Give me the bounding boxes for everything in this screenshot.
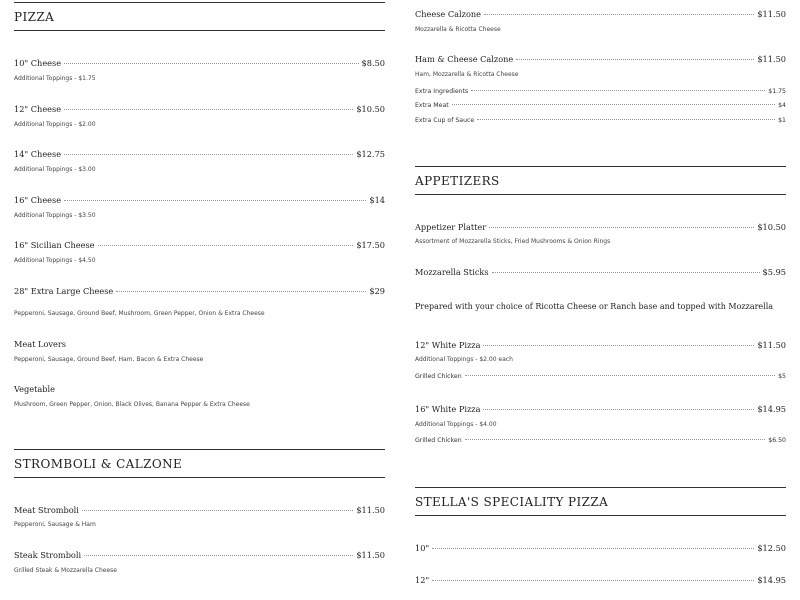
- dot-leader: [477, 119, 775, 120]
- item-description: Grilled Steak & Mozzarella Cheese: [14, 567, 117, 574]
- item-description: Ham, Mozzarella & Ricotta Cheese: [415, 71, 519, 78]
- divider: [415, 194, 786, 195]
- menu-item-ham-cheese-calzone[interactable]: [415, 54, 786, 68]
- menu-item-16-cheese[interactable]: [14, 195, 385, 209]
- item-price: $14: [369, 195, 385, 205]
- item-name: 16" White Pizza: [415, 404, 481, 414]
- menu-item-specialty-12[interactable]: [415, 575, 786, 589]
- item-description: Assortment of Mozzarella Sticks, Fried Mushrooms & Onion Rings: [415, 238, 611, 245]
- item-description: Additional Toppings - $2.00: [14, 121, 96, 128]
- menu-item-vegetable[interactable]: [14, 384, 385, 398]
- item-name: Meat Lovers: [14, 339, 66, 349]
- item-name: 14" Cheese: [14, 149, 62, 159]
- item-price: $11.50: [757, 340, 786, 350]
- item-description: Mushroom, Green Pepper, Onion, Black Olives, Banana Pepper & Extra Cheese: [14, 401, 250, 408]
- item-name: Meat Stromboli: [14, 505, 79, 515]
- item-price: $6.50: [768, 437, 786, 444]
- dot-leader: [432, 580, 754, 581]
- item-name: Mozzarella Sticks: [415, 267, 489, 277]
- item-price: $17.50: [356, 240, 385, 250]
- item-description: Pepperoni, Sausage, Ground Beef, Ham, Bacon & Extra Cheese: [14, 356, 204, 363]
- divider: [415, 487, 786, 488]
- item-name: Grilled Chicken: [415, 437, 462, 444]
- menu-item-12-cheese[interactable]: [14, 104, 385, 118]
- item-description: Pepperoni, Sausage & Ham: [14, 521, 96, 528]
- item-name: 12" White Pizza: [415, 340, 481, 350]
- menu-item-16-white-pizza[interactable]: [415, 404, 786, 418]
- dot-leader: [432, 548, 754, 549]
- menu-item-meat-lovers[interactable]: [14, 339, 385, 353]
- divider: [14, 2, 385, 3]
- item-description: Additional Toppings - $1.75: [14, 75, 96, 82]
- item-price: $8.50: [361, 58, 385, 68]
- item-name: Cheese Calzone: [415, 9, 482, 19]
- dot-leader: [64, 109, 353, 110]
- dot-leader: [483, 345, 754, 346]
- item-price: $10.50: [356, 104, 385, 114]
- item-description: Additional Toppings - $3.50: [14, 212, 96, 219]
- divider: [14, 449, 385, 450]
- item-name: Extra Cup of Sauce: [415, 117, 475, 124]
- item-name: Extra Ingredients: [415, 88, 469, 95]
- dot-leader: [483, 409, 754, 410]
- grilled-chicken-row[interactable]: [415, 373, 786, 387]
- item-name: 10" Cheese: [14, 58, 62, 68]
- item-description: Additional Toppings - $4.50: [14, 257, 96, 264]
- extra-sauce-row[interactable]: [415, 117, 786, 131]
- item-price: $1.75: [768, 88, 786, 95]
- menu-item-steak-stromboli[interactable]: [14, 550, 385, 564]
- item-price: $5: [778, 373, 786, 380]
- item-name: Grilled Chicken: [415, 373, 462, 380]
- section-title-stromboli: STROMBOLI & CALZONE: [14, 457, 183, 471]
- item-name: 10": [415, 543, 430, 553]
- dot-leader: [64, 154, 353, 155]
- dot-leader: [471, 90, 765, 91]
- dot-leader: [492, 272, 760, 273]
- item-name: 12": [415, 575, 430, 585]
- item-description: Pepperoni, Sausage, Ground Beef, Mushroom, Green Pepper, Onion & Extra Cheese: [14, 310, 265, 317]
- item-price: $1: [778, 117, 786, 124]
- extra-ingredients-row[interactable]: [415, 88, 786, 102]
- dot-leader: [116, 291, 366, 292]
- menu-item-appetizer-platter[interactable]: [415, 222, 786, 236]
- divider: [14, 30, 385, 31]
- item-name: 12" Cheese: [14, 104, 62, 114]
- dot-leader: [465, 439, 766, 440]
- divider: [415, 515, 786, 516]
- divider: [14, 477, 385, 478]
- item-price: $4: [778, 102, 786, 109]
- item-price: $14.95: [757, 404, 786, 414]
- item-name: Vegetable: [14, 384, 55, 394]
- item-description: Additional Toppings - $2.00 each: [415, 356, 513, 363]
- item-description: Additional Toppings - $4.00: [415, 421, 497, 428]
- white-pizza-note: Prepared with your choice of Ricotta Cheese or Ranch base and topped with Mozzarella: [415, 302, 774, 311]
- dot-leader: [484, 14, 754, 15]
- dot-leader: [84, 555, 353, 556]
- dot-leader: [465, 375, 775, 376]
- extra-meat-row[interactable]: [415, 102, 786, 116]
- menu-item-12-white-pizza[interactable]: [415, 340, 786, 354]
- menu-item-10-cheese[interactable]: [14, 58, 385, 72]
- section-title-specialty: STELLA'S SPECIALITY PIZZA: [415, 495, 609, 509]
- item-price: $11.50: [356, 550, 385, 560]
- dot-leader: [64, 200, 366, 201]
- dot-leader: [516, 59, 754, 60]
- item-description: Mozzarella & Ricotta Cheese: [415, 26, 501, 33]
- menu-item-28-extra-large[interactable]: [14, 286, 385, 300]
- item-price: $11.50: [757, 9, 786, 19]
- menu-item-mozzarella-sticks[interactable]: [415, 267, 786, 281]
- item-name: 16" Sicilian Cheese: [14, 240, 95, 250]
- item-name: 16" Cheese: [14, 195, 62, 205]
- dot-leader: [82, 510, 353, 511]
- item-name: Extra Meat: [415, 102, 449, 109]
- item-description: Additional Toppings - $3.00: [14, 166, 96, 173]
- item-price: $10.50: [757, 222, 786, 232]
- item-price: $12.50: [757, 543, 786, 553]
- dot-leader: [452, 104, 775, 105]
- item-price: $11.50: [356, 505, 385, 515]
- menu-item-specialty-10[interactable]: [415, 543, 786, 557]
- menu-item-16-sicilian[interactable]: [14, 240, 385, 254]
- menu-item-meat-stromboli[interactable]: [14, 505, 385, 519]
- item-name: Appetizer Platter: [415, 222, 487, 232]
- item-price: $11.50: [757, 54, 786, 64]
- dot-leader: [98, 245, 354, 246]
- grilled-chicken-row[interactable]: [415, 437, 786, 451]
- menu-item-14-cheese[interactable]: [14, 149, 385, 163]
- item-price: $5.95: [762, 267, 786, 277]
- item-name: Ham & Cheese Calzone: [415, 54, 514, 64]
- dot-leader: [489, 227, 754, 228]
- item-price: $12.75: [356, 149, 385, 159]
- dot-leader: [64, 63, 358, 64]
- item-price: $29: [369, 286, 385, 296]
- section-title-pizza: PIZZA: [14, 10, 55, 24]
- menu-item-cheese-calzone[interactable]: [415, 9, 786, 23]
- item-name: Steak Stromboli: [14, 550, 82, 560]
- divider: [415, 166, 786, 167]
- section-title-appetizers: APPETIZERS: [415, 174, 500, 188]
- item-name: 28" Extra Large Cheese: [14, 286, 114, 296]
- item-price: $14.95: [757, 575, 786, 585]
